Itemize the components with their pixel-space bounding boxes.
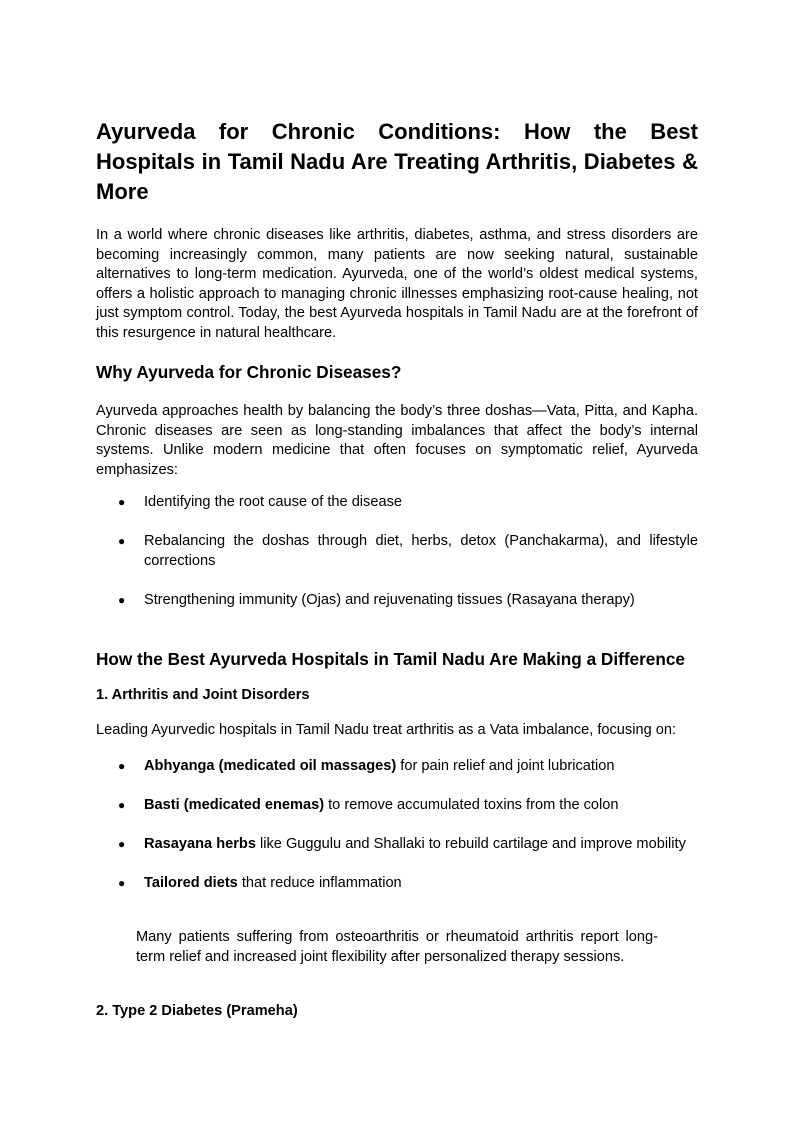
- subheading-arthritis: 1. Arthritis and Joint Disorders: [96, 687, 310, 703]
- list-item: ● Rebalancing the doshas through diet, herbs, detox (Panchakarma), and lifestyle corrections: [118, 533, 698, 569]
- document-title: Ayurveda for Chronic Conditions: How the Best Hospitals in Tamil Nadu Are Treating Arthritis, Diabetes & More: [96, 119, 698, 204]
- section-heading-why-ayurveda: Why Ayurveda for Chronic Diseases?: [96, 362, 402, 382]
- emphasis-list: [96, 493, 698, 610]
- bullet-icon: ●: [118, 495, 126, 509]
- section-heading-hospitals: How the Best Ayurveda Hospitals in Tamil Nadu Are Making a Difference: [96, 649, 685, 669]
- list-item: ● Tailored diets that reduce inflammation: [96, 874, 698, 894]
- list-item: ● Identifying the root cause of the disease: [96, 493, 698, 513]
- arthritis-paragraph: Leading Ayurvedic hospitals in Tamil Nadu treat arthritis as a Vata imbalance, focusing on:: [96, 722, 677, 738]
- arthritis-treatment-list: [96, 757, 698, 894]
- intro-paragraph: In a world where chronic diseases like arthritis, diabetes, asthma, and stress disorders are becoming increasingly common, many patients are now seeking natural, sustainable alternatives to long-term medication. Ayurveda, one of the world’s oldest medical systems, offers a holistic approach to managing chronic illnesses emphasizing root-cause healing, not just symptom control. Today, the best Ayurveda hospitals in Tamil Nadu are at the forefront of this resurgence in natural healthcare.: [96, 227, 698, 341]
- list-item: ● Rasayana herbs like Guggulu and Shallaki to rebuild cartilage and improve mobility: [96, 835, 698, 855]
- arthritis-note: Many patients suffering from osteoarthritis or rheumatoid arthritis report long-term relief and increased joint flexibility after personalized therapy sessions.: [136, 929, 658, 965]
- list-item: ● Strengthening immunity (Ojas) and rejuvenating tissues (Rasayana therapy): [96, 591, 698, 611]
- bullet-icon: ●: [118, 759, 126, 773]
- why-ayurveda-paragraph: Ayurveda approaches health by balancing the body’s three doshas—Vata, Pitta, and Kapha. Chronic diseases are seen as long-standing imbalances that affect the body’s internal systems. Unlike modern medicine that often focuses on symptomatic relief, Ayurveda emphasizes:: [96, 403, 698, 478]
- bullet-icon: ●: [118, 798, 126, 812]
- bullet-icon: ●: [118, 837, 126, 851]
- bullet-icon: ●: [118, 592, 126, 607]
- bullet-icon: ●: [118, 534, 126, 548]
- list-item: ● Abhyanga (medicated oil massages) for pain relief and joint lubrication: [96, 757, 698, 777]
- list-item: ● Basti (medicated enemas) to remove accumulated toxins from the colon: [96, 796, 698, 816]
- subheading-diabetes: 2. Type 2 Diabetes (Prameha): [96, 1003, 298, 1019]
- bullet-icon: ●: [118, 876, 126, 890]
